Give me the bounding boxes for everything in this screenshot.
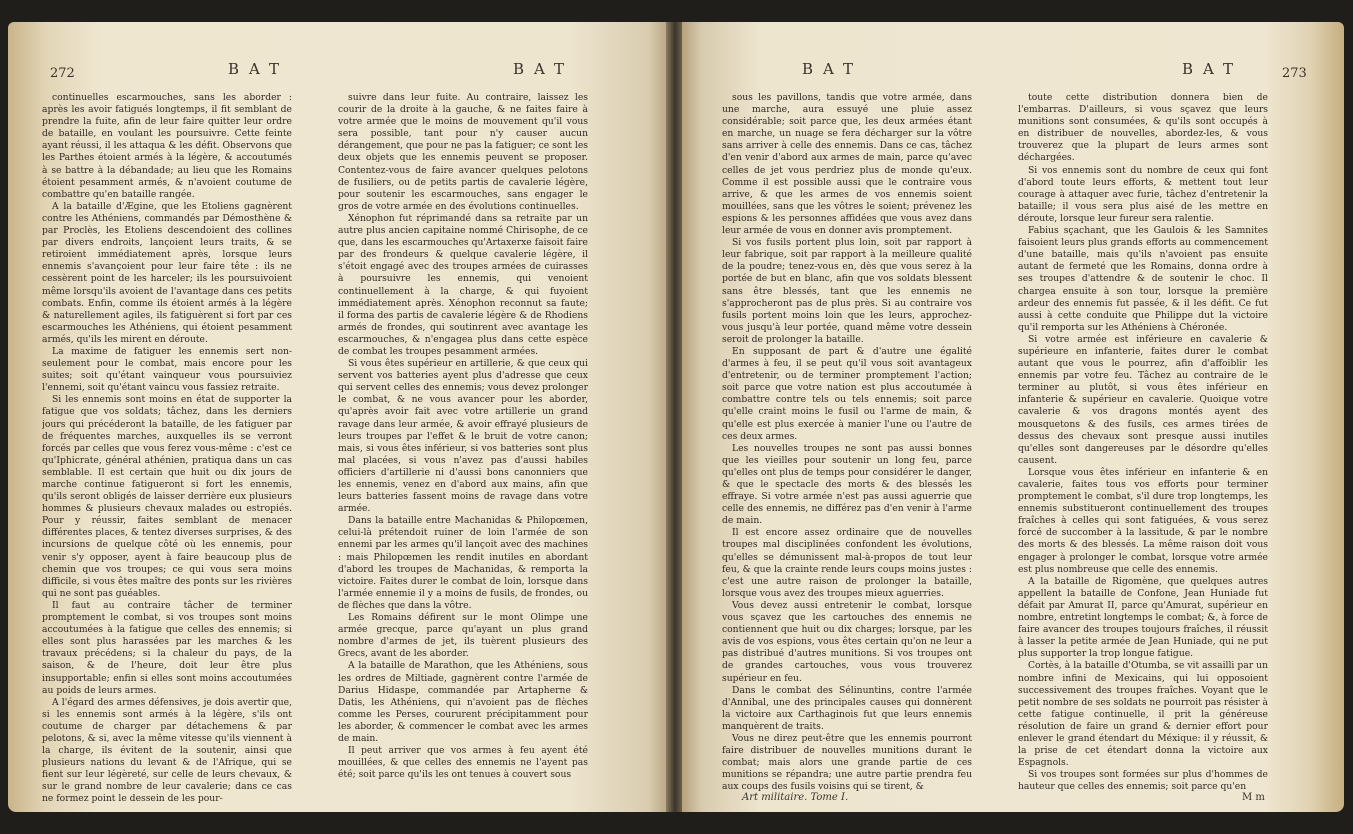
paragraph: Fabius sçachant, que les Gaulois & les Samnites faisoient leurs plus grands efforts au commencement d'une bataille, mais qu'ils n'avoient pas ensuite autant de fermeté que les Romains, donna ordre à ses troupes d'attendre & de soutenir le choc. Il chargea ensuite à son tour, lorsque la première ardeur des ennemis fut passée, & il les défit. Ce fut aussi à cette conduite que Philippe dut la victoire qu'il remporta sur les Athéniens à Chéronée. <box>1018 225 1268 333</box>
paragraph: Cortès, à la bataille d'Otumba, se vit assailli par un nombre infini de Mexicains, qui lui opposoient successivement des troupes fraîches. Voyant que le petit nombre de ses soldats ne pourroit pas résister à cette fatigue continuelle, il prit la généreuse résolution de faire un grand & dernier effort pour enlever le grand étendart du Méxique: il y réussit, & la prise de cet étendart donna la victoire aux Espagnols. <box>1018 660 1268 769</box>
signature-mark: M m <box>1242 792 1265 803</box>
paragraph: Il faut au contraire tâcher de terminer promptement le combat, si vos troupes sont moins accoutumées à la fatigue que celles des ennemis; si elles sont plus harassées par les marches & les travaux précédens; si la chaleur du pays, de la saison, & de l'heure, doit leur être plus insupportable; enfin si elles sont moins accoutumées au poids de leurs armes. <box>42 599 292 696</box>
paragraph: Si les ennemis sont moins en état de supporter la fatigue que vos soldats; tâchez, dans les derniers jours qui précéderont la bataille, de les fatiguer par de fréquentes marches, auxquelles ils se verront forcés par celles que vous ferez vous-même : c'est ce qu'Iphicrate, général athénien, pratiqua dans un cas semblable. Il est certain que huit ou dix jours de marche continue fatigueront si fort les ennemis, qu'ils seront obligés de laisser derrière eux plusieurs hommes & plusieurs chevaux malades ou estropiés. Pour y réussir, faites semblant de menacer différentes places, & tentez diverses surprises, & des incursions de quelque côté où les ennemis, pour venir s'y opposer, ayent à faire beaucoup plus de chemin que vos troupes; ce qui vous sera moins difficile, si vous êtes maître des ponts sur les rivières qui ne sont pas guéables. <box>42 394 292 599</box>
right-running-head-2: BAT <box>1182 60 1244 78</box>
paragraph: A l'égard des armes défensives, je dois avertir que, si les ennemis sont armés à la légère, s'ils ont coutume de charger par détachemens & par pelotons, & si, avec la même vitesse qu'ils viennent à la charge, ils évitent de la soutenir, ainsi que plusieurs nations du levant & de l'Afrique, qui se fient sur leur légèreté, sur celle de leurs chevaux, & sur le grand nombre de leur cavalerie; dans ce cas ne formez point le dessein de les pour- <box>42 696 292 805</box>
paragraph: Si votre armée est inférieure en cavalerie & supérieure en infanterie, faites durer le combat autant que vous le pourrez, afin d'affoiblir les ennemis par votre feu. Tâchez au contraire de le terminer au plutôt, si vous êtes inférieur en infanterie & supérieur en cavalerie. Quoique votre cavalerie & vos dragons montés ayent des mousquetons & des fusils, ces armes tirées de dessus des chevaux sont presque aussi inutiles qu'elles sont dangereuses par le désordre qu'elles causent. <box>1018 333 1268 466</box>
paragraph: La maxime de fatiguer les ennemis sert non-seulement pour le combat, mais encore pour les suites; soit qu'étant vainqueur vous poursuiviez l'ennemi, soit qu'étant vaincu vous fassiez retraite. <box>42 345 292 394</box>
paragraph: Si vous êtes supérieur en artillerie, & que ceux qui servent vos batteries ayent plus d'adresse que ceux qui servent celles des ennemis; vous devez prolonger le combat, & ne vous avancer pour les aborder, qu'après avoir fait avec votre artillerie un grand ravage dans leur armée, & avoir effrayé plusieurs de leurs troupes par l'effet & le bruit de votre canon; mais, si vous êtes inférieur, si vos batteries sont plus mal placées, si vous n'avez pas d'aussi habiles officiers d'artillerie ni d'aussi bons canonniers que les ennemis, venez en d'abord aux mains, afin que leurs batteries fassent moins de ravage dans votre armée. <box>338 358 588 515</box>
paragraph: A la bataille de Marathon, que les Athéniens, sous les ordres de Miltiade, gagnèrent contre l'armée de Darius Hidaspe, commandée par Artapherne & Datis, les Athéniens, qui n'avoient pas de flèches comme les Perses, coururent précipitamment pour les aborder, & commencer le combat avec les armes de main. <box>338 660 588 744</box>
paragraph: En supposant de part & d'autre une égalité d'armes à feu, il se peut qu'il vous soit avantageux d'entretenir, ou de terminer promptement l'action; soit parce que votre nation est plus accoutumée à combattre contre tels ou tels ennemis; soit parce qu'elle craint moins le fusil ou l'arme de main, & qu'elle est plus exercée à manier l'une ou l'autre de ces deux armes. <box>722 345 972 442</box>
page-footer: Art militaire. Tome I. <box>742 792 849 803</box>
paragraph: Les Romains défirent sur le mont Olimpe une armée grecque, parce qu'ayant un plus grand nombre d'armes de jet, ils tuèrent plusieurs des Grecs, avant de les aborder. <box>338 612 588 660</box>
paragraph: Dans le combat des Sélinuntins, contre l'armée d'Annibal, une des principales causes qui donnèrent la victoire aux Carthaginois fut que leurs ennemis manquèrent de traits. <box>722 684 972 732</box>
right-running-head: BAT <box>802 60 864 78</box>
paragraph: continuelles escarmouches, sans les aborder : après les avoir fatigués longtemps, il fit semblant de prendre la fuite, afin de leur faire quitter leur ordre de bataille, en voulant les poursuivre. Cette feinte ayant réussi, il les attaqua & les défit. Observons que les Parthes étoient armés à la légère, & accoutumés à se battre à la débandade; au lieu que les Romains étoient pesamment armés, & n'avoient coutume de combattre qu'en bataille rangée. <box>42 92 292 200</box>
left-page-number: 272 <box>50 66 75 81</box>
paragraph: Vous devez aussi entretenir le combat, lorsque vous sçavez que les cartouches des ennemis ne contiennent que huit ou dix charges; lorsque, par les avis de vos espions, vous êtes certain qu'on ne leur a pas distribué d'autres munitions. Si vos troupes ont de grandes cartouches, vous vous trouverez supérieur en feu. <box>722 599 972 684</box>
left-page <box>8 22 668 812</box>
paragraph: Il est encore assez ordinaire que de nouvelles troupes mal disciplinées confondent les évolutions, qu'elles se démunissent mal-à-propos de tout leur feu, & que la crainte rende leurs coups moins justes : c'est une autre raison de prolonger la bataille, lorsque vous avez des troupes mieux aguerries. <box>722 527 972 599</box>
left-column-2 <box>338 92 588 812</box>
paragraph: sous les pavillons, tandis que votre armée, dans une marche, aura essuyé une pluie assez considérable; soit parce que, les deux armées étant en marche, un nuage se fera décharger sur la vôtre sans arriver à celle des ennemis. Dans ce cas, tâchez d'en venir d'abord aux armes de main, parce qu'avec celles de jet vous perdriez plus de monde qu'eux. Comme il est possible aussi que le contraire vous arrive, & que les armes de vos ennemis soient mouillées, sans que les vôtres le soient; prévenez les espions & les personnes affidées que vous avez dans leur armée de vous en donner avis promptement. <box>722 92 972 237</box>
left-running-head-2: BAT <box>513 60 575 78</box>
paragraph: Lorsque vous êtes inférieur en infanterie & en cavalerie, faites tous vos efforts pour terminer promptement le combat, s'il dure trop longtemps, les ennemis substitueront continuellement des troupes fraîches à celles qui sont fatiguées, & vous serez forcé de succomber à la lassitude, & par le nombre des morts & des blessés. La même raison doit vous engager à prolonger le combat, lorsque votre armée est plus nombreuse que celle des ennemis. <box>1018 466 1268 575</box>
paragraph: A la bataille d'Ægine, que les Etoliens gagnèrent contre les Athéniens, commandés par Démosthène & par Proclès, les Etoliens descendoient des collines par divers endroits, lançoient leurs traits, & se retiroient immédiatement après, lorsque leurs ennemis s'avançoient pour leur faire tête : ils ne cessèrent point de les harceler; ils les poursuivoient même lorsqu'ils avoient de l'avantage dans ces petits combats. Enfin, comme ils étoient armés à la légère & naturellement agiles, ils fatiguèrent si fort par ces escarmouches les Athéniens, qui étoient pesamment armés, qu'ils les mirent en déroute. <box>42 200 292 345</box>
paragraph: Vous ne direz peut-être que les ennemis pourront faire distribuer de nouvelles munitions durant le combat; mais alors une grande partie de ces munitions se répandra; une autre partie prendra feu aux coups des fusils voisins qui se tirent, & <box>722 732 972 792</box>
right-column-1 <box>722 92 972 792</box>
paragraph: toute cette distribution donnera bien de l'embarras. D'ailleurs, si vous sçavez que leurs munitions sont consumées, & qu'ils sont occupés à en distribuer de nouvelles, abordez-les, & vous trouverez que la plupart de leurs armes sont déchargées. <box>1018 92 1268 164</box>
left-column-1 <box>42 92 292 812</box>
paragraph: suivre dans leur fuite. Au contraire, laissez les courir de la droite à la gauche, & ne faites faire à votre armée que le moins de mouvement qu'il vous sera possible, tant pour n'y causer aucun dérangement, que pour ne pas la fatiguer; ce sont les deux objets que les ennemis peuvent se proposer. Contentez-vous de faire avancer quelques pelotons de fusiliers, ou de petits partis de cavalerie légère, pour soutenir les escarmouches, sans engager le gros de votre armée en des évolutions continuelles. <box>338 92 588 212</box>
paragraph: Les nouvelles troupes ne sont pas aussi bonnes que les vieilles pour soutenir un long feu, parce qu'elles ont plus de temps pour considérer le danger, & que le spectacle des morts & des blessés les effraye. Si votre armée n'est pas aussi aguerrie que celle des ennemis, ne différez pas d'en venir à l'arme de main. <box>722 442 972 527</box>
paragraph: Dans la bataille entre Machanidas & Philopœmen, celui-là prétendoit ruiner de loin l'armée de son ennemi par les armes qu'il lançoit avec des machines : mais Philopœmen les rendit inutiles en abordant d'abord les troupes de Machanidas, & remporta la victoire. Faites durer le combat de loin, lorsque dans l'armée ennemie il y a moins de fusils, de frondes, ou de flèches que dans la vôtre. <box>338 515 588 611</box>
paragraph: Il peut arriver que vos armes à feu ayent été mouillées, & que celles des ennemis ne l'ayent pas été; soit parce qu'ils les ont tenues à couvert sous <box>338 745 588 781</box>
right-column-2 <box>1018 92 1268 812</box>
paragraph: Si vos ennemis sont du nombre de ceux qui font d'abord toute leurs efforts, & mettent tout leur courage à attaquer avec furie, tâchez d'entretenir la bataille; il vous sera plus aisé de les mettre en déroute, lorsque leur fureur sera ralentie. <box>1018 164 1268 224</box>
right-page <box>682 22 1344 812</box>
right-page-number: 273 <box>1282 66 1307 81</box>
paragraph: Si vos fusils portent plus loin, soit par rapport à leur fabrique, soit par rapport à la meilleure qualité de la poudre; tenez-vous en, dès que vous serez à la portée de but en blanc, afin que vos soldats blessent sans être blessés, tant que les ennemis ne s'approcheront pas de plus près. Si au contraire vos fusils portent moins loin que les leurs, approchez-vous jusqu'à leur portée, quand même votre dessein seroit de prolonger la bataille. <box>722 237 972 345</box>
paragraph: A la bataille de Rigomène, que quelques autres appellent la bataille de Confone, Jean Huniade fut défait par Amurat II, parce qu'Amurat, supérieur en nombre, entretint longtemps le combat; &, à force de faire avancer des troupes toujours fraîches, il réussit à lasser la petite armée de Jean Huniade, qui ne put plus supporter la trop longue fatigue. <box>1018 575 1268 660</box>
left-running-head: BAT <box>228 60 290 78</box>
paragraph: Si vos troupes sont formées sur plus d'hommes de hauteur que celles des ennemis; soit parce qu'en <box>1018 769 1268 793</box>
paragraph: Xénophon fut réprimandé dans sa retraite par un autre plus ancien capitaine nommé Chirisophe, de ce que, dans les escarmouches qu'Artaxerxe faisoit faire par des frondeurs & quelque cavalerie légère, il s'étoit engagé avec des troupes armées de cuirasses à poursuivre les ennemis, qui venoient continuellement à la charge, & qui fuyoient immédiatement après. Xénophon reconnut sa faute; il forma des partis de cavalerie légère & de Rhodiens armés de frondes, qui soutinrent avec avantage les escarmouches, & n'engagea plus dans cette espèce de combat les troupes pesamment armées. <box>338 212 588 357</box>
